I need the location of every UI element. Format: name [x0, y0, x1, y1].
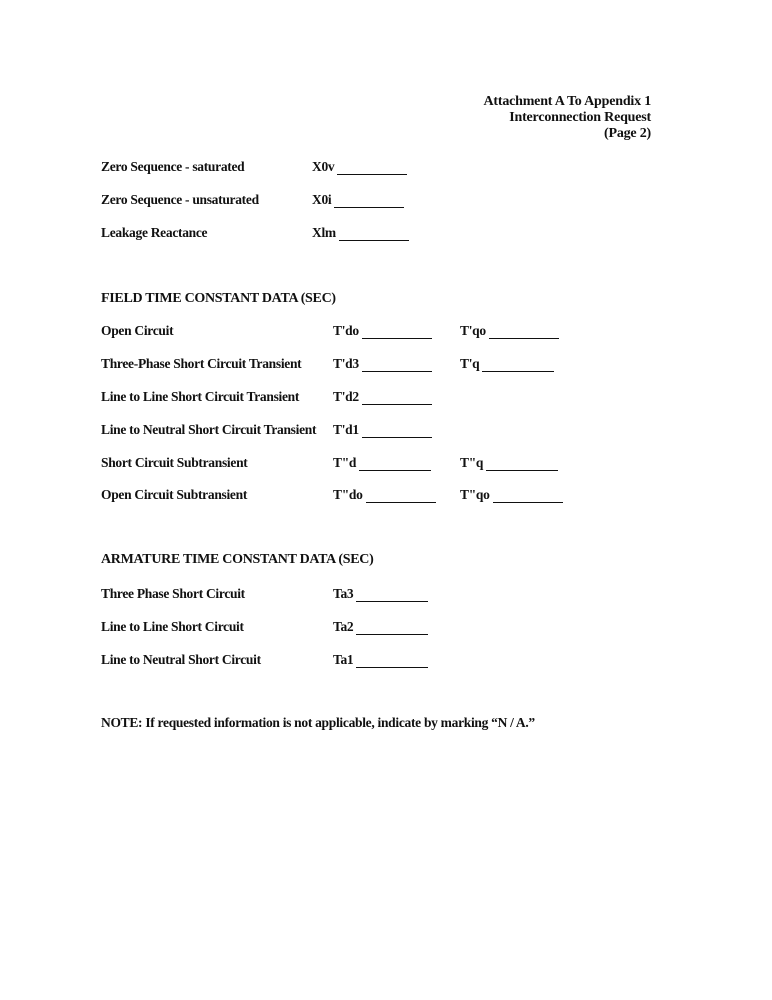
- note-text: NOTE: If requested information is not applicable, indicate by marking “N / A.”: [101, 715, 535, 730]
- blank-line[interactable]: [356, 655, 428, 668]
- blank-line[interactable]: [493, 490, 563, 503]
- field-symbol: T"qo: [460, 487, 490, 502]
- field-symbol: T"q: [460, 455, 484, 470]
- field-label: Short Circuit Subtransient: [101, 455, 248, 470]
- field-symbol: T'do: [333, 323, 359, 338]
- header-attachment: Attachment A To Appendix 1: [483, 94, 651, 109]
- field-symbol: Ta3: [333, 586, 354, 601]
- field-symbol: T"do: [333, 487, 363, 502]
- field-symbol: Ta2: [333, 619, 354, 634]
- field-label: Zero Sequence - unsaturated: [101, 192, 259, 207]
- entry-field: [333, 586, 428, 602]
- field-symbol: T'd3: [333, 356, 359, 371]
- header-title: Interconnection Request: [509, 110, 651, 125]
- blank-line[interactable]: [356, 589, 428, 602]
- entry-field-d: [333, 455, 431, 471]
- blank-line[interactable]: [482, 359, 554, 372]
- blank-line[interactable]: [489, 326, 559, 339]
- field-section-title: FIELD TIME CONSTANT DATA (SEC): [101, 291, 336, 306]
- entry-field-q: [460, 323, 559, 339]
- blank-line[interactable]: [362, 392, 432, 405]
- field-symbol: Ta1: [333, 652, 354, 667]
- field-label: Zero Sequence - saturated: [101, 159, 245, 174]
- entry-field-d: [333, 323, 432, 339]
- field-symbol: T'd1: [333, 422, 359, 437]
- entry-field: [312, 192, 404, 208]
- entry-field: [333, 652, 428, 668]
- entry-field-d: [333, 356, 432, 372]
- blank-line[interactable]: [356, 622, 428, 635]
- header-page-number: (Page 2): [604, 126, 651, 141]
- field-symbol: Xlm: [312, 225, 336, 240]
- field-label: Line to Neutral Short Circuit: [101, 652, 261, 667]
- blank-line[interactable]: [362, 425, 432, 438]
- field-label: Line to Neutral Short Circuit Transient: [101, 422, 317, 437]
- field-label: Open Circuit Subtransient: [101, 487, 248, 502]
- blank-line[interactable]: [362, 359, 432, 372]
- entry-field: [333, 619, 428, 635]
- blank-line[interactable]: [359, 458, 431, 471]
- field-symbol: T'qo: [460, 323, 486, 338]
- field-symbol: T"d: [333, 455, 357, 470]
- field-label: Line to Line Short Circuit: [101, 619, 244, 634]
- blank-line[interactable]: [366, 490, 436, 503]
- field-symbol: T'q: [460, 356, 480, 371]
- field-symbol: X0v: [312, 159, 335, 174]
- field-symbol: T'd2: [333, 389, 359, 404]
- blank-line[interactable]: [486, 458, 558, 471]
- entry-field-d: [333, 389, 432, 405]
- field-label: Three Phase Short Circuit: [101, 586, 245, 601]
- blank-line[interactable]: [339, 228, 409, 241]
- field-label: Open Circuit: [101, 323, 174, 338]
- entry-field-q: [460, 356, 554, 372]
- field-label: Leakage Reactance: [101, 225, 208, 240]
- field-label: Line to Line Short Circuit Transient: [101, 389, 300, 404]
- entry-field-d: [333, 487, 436, 503]
- page-header: [483, 94, 651, 142]
- entry-field-q: [460, 455, 558, 471]
- armature-section-title: ARMATURE TIME CONSTANT DATA (SEC): [101, 552, 374, 567]
- entry-field: [312, 159, 407, 175]
- blank-line[interactable]: [362, 326, 432, 339]
- entry-field-d: [333, 422, 432, 438]
- entry-field-q: [460, 487, 563, 503]
- field-symbol: X0i: [312, 192, 332, 207]
- field-label: Three-Phase Short Circuit Transient: [101, 356, 302, 371]
- blank-line[interactable]: [334, 195, 404, 208]
- entry-field: [312, 225, 409, 241]
- blank-line[interactable]: [337, 162, 407, 175]
